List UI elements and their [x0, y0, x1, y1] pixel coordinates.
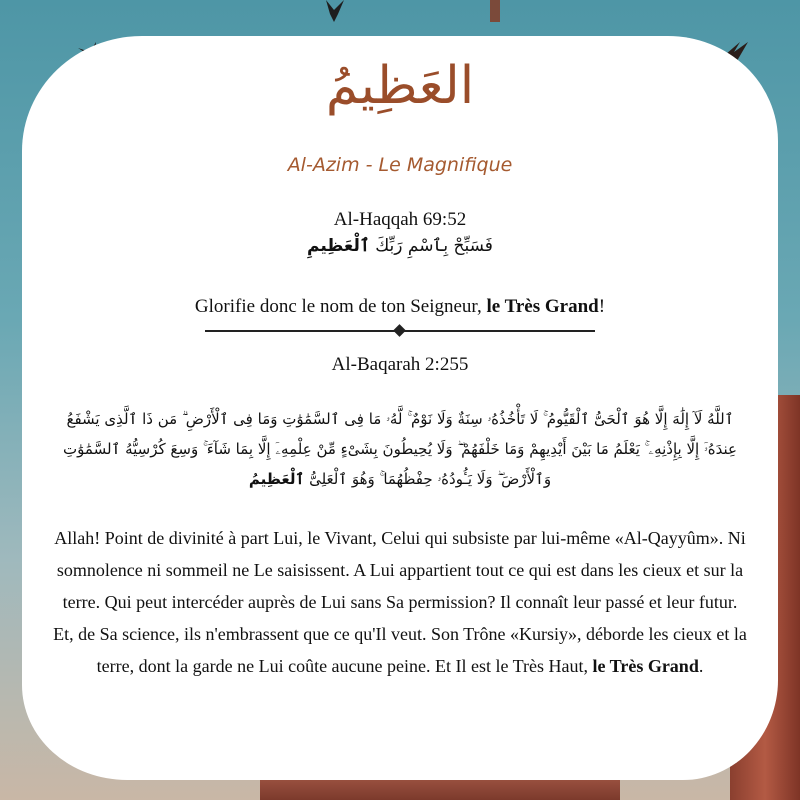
verse1-arabic — [0, 235, 800, 256]
verse2-translation-text: Allah! Point de divinité à part Lui, le Vivant, Celui qui subsiste par lui-même «Al-Qayyûm». Ni somnolence ni sommeil ne Le saisissent. A Lui appartient tout ce qui est dans les cieux et sur la terre. Qui peut intercéder auprès de Lui sans Sa permission? Il connaît leur passé et leur futur. Et, de Sa science, ils n'embrassent que ce qu'Il veut. Son Trône «Kursiy», déborde les cieux et la terre, dont la garde ne Lui coûte aucune peine. Et Il est le Très Haut, — [53, 528, 747, 676]
verse1-arabic-text: فَسَبِّحْ بِٱسْمِ رَبِّكَ — [369, 236, 493, 256]
verse2-translation-end: . — [698, 656, 704, 676]
verse1-translation-end: ! — [598, 296, 606, 317]
verse2-arabic-highlight: ٱلْعَظِيمُ — [248, 470, 305, 488]
verse1-translation — [0, 296, 800, 318]
bird-silhouette-icon — [322, 0, 348, 22]
verse2-translation — [52, 522, 748, 682]
background-spire — [490, 0, 500, 22]
verse1-translation-text: Glorifie donc le nom de ton Seigneur, — [194, 296, 487, 317]
verse2-arabic — [48, 404, 752, 494]
verse1-reference: Al-Haqqah 69:52 — [333, 209, 467, 230]
verse1-translation-highlight: le Très Grand — [486, 296, 599, 317]
verse2-arabic-text: ٱللَّهُ لَآ إِلَٰهَ إِلَّا هُوَ ٱلْحَىُّ ٱلْقَيُّومُ ۚ لَا تَأْخُذُهُۥ سِنَةٌ وَلَا نَوْمٌ ۚ لَّهُۥ مَا فِى ٱلسَّمَٰوَٰتِ وَمَا فِى ٱلْأَرْضِ ۗ مَن ذَا ٱلَّذِى يَشْفَعُ عِندَهُۥٓ إِلَّا بِإِذْنِهِۦ ۚ يَعْلَمُ مَا بَيْنَ أَيْدِيهِمْ وَمَا خَلْفَهُمْ ۖ وَلَا يُحِيطُونَ بِشَىْءٍ مِّنْ عِلْمِهِۦٓ إِلَّا بِمَا شَآءَ ۚ وَسِعَ كُرْسِيُّهُ ٱلسَّمَٰوَٰتِ وَٱلْأَرْضَ ۖ وَلَا يَـُٔودُهُۥ حِفْظُهُمَا ۚ وَهُوَ ٱلْعَلِىُّ — [63, 410, 737, 488]
verse1-arabic-highlight: ٱلْعَظِيمِ — [307, 236, 370, 256]
verse2-translation-highlight: le Très Grand — [592, 656, 699, 676]
page-subtitle: Al-Azim - Le Magnifique — [287, 154, 513, 176]
page-title-arabic: العَظِيمُ — [325, 56, 475, 116]
verse2-reference: Al-Baqarah 2:255 — [331, 354, 469, 375]
